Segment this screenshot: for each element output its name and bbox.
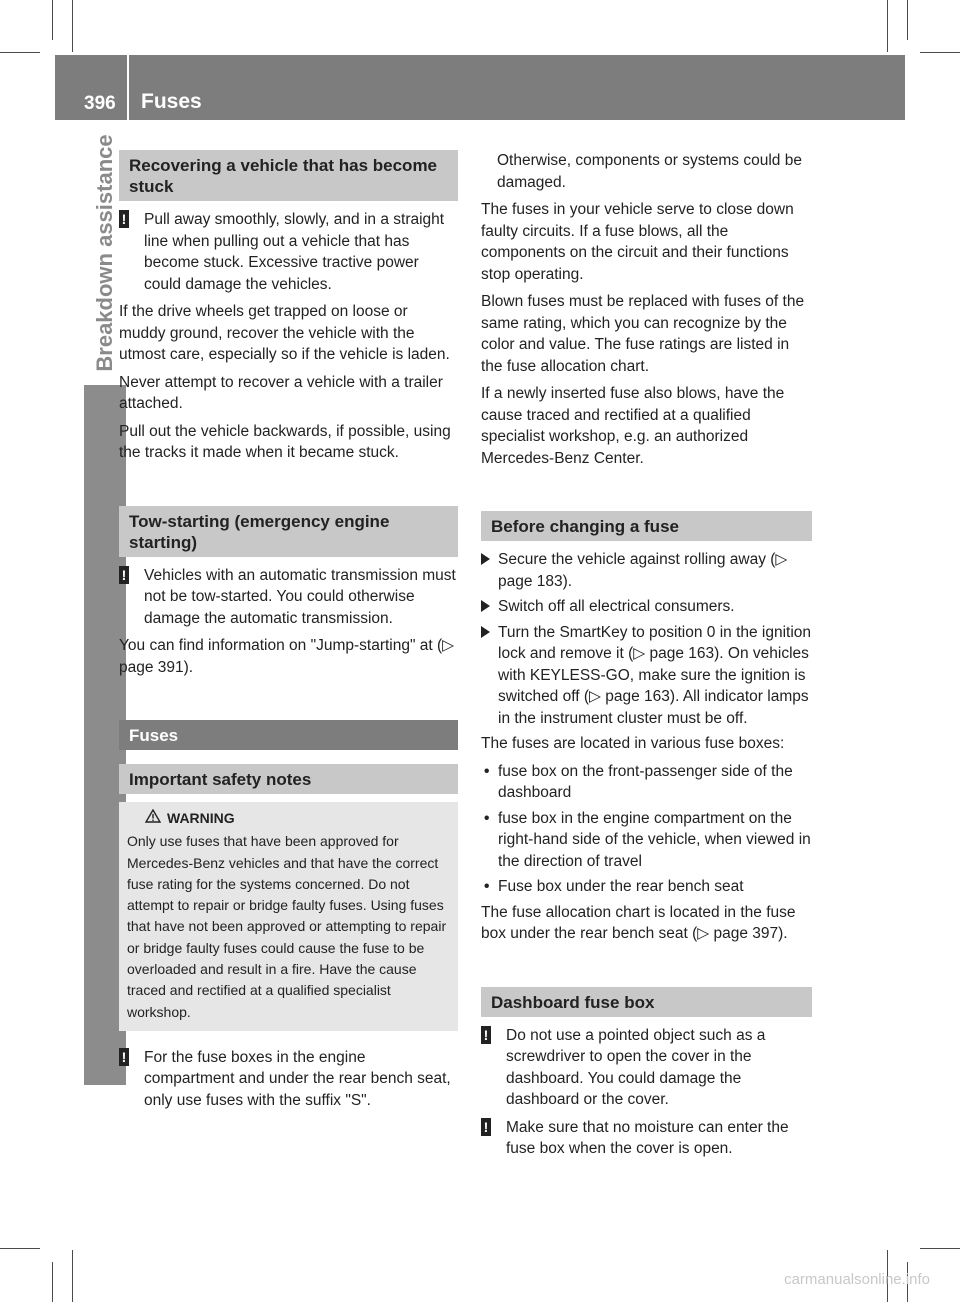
paragraph: If the drive wheels get trapped on loose or muddy ground, recover the vehicle with the utmost care, especially so if the vehicle is laden. <box>119 303 450 363</box>
crop-mark <box>0 52 40 53</box>
paragraph: Blown fuses must be replaced with fuses of the same rating, which you can recognize by the color and value. The fuse ratings are listed in the fuse allocation chart. <box>481 293 805 375</box>
left-column <box>119 150 458 1117</box>
step-arrow-icon <box>481 626 490 638</box>
paragraph: If a newly inserted fuse also blows, have the cause traced and rectified at a qualified specialist workshop, e.g. an authorized Mercedes-Benz Center. <box>481 385 785 467</box>
crop-mark <box>72 1250 73 1302</box>
step-item: Secure the vehicle against rolling away (▷ page 183). <box>481 549 812 592</box>
list-item: • Fuse box under the rear bench seat <box>481 876 812 898</box>
caution-note: ! Pull away smoothly, slowly, and in a straight line when pulling out a vehicle that has become stuck. Excessive tractive power could damage the vehicles. <box>119 209 458 295</box>
caution-note: ! For the fuse boxes in the engine compartment and under the rear bench seat, only use fuses with the suffix "S". <box>119 1047 458 1112</box>
exclamation-icon: ! <box>481 1118 491 1136</box>
warning-triangle-icon <box>145 808 161 829</box>
crop-mark <box>920 1248 960 1249</box>
header-divider <box>127 55 129 120</box>
list-item: • fuse box on the front-passenger side of the dashboard <box>484 762 793 801</box>
step-arrow-icon <box>481 553 490 565</box>
chapter-heading: Fuses <box>119 720 458 750</box>
warning-title: WARNING <box>127 808 450 829</box>
crop-mark <box>72 0 73 52</box>
paragraph: Pull out the vehicle backwards, if possible, using the tracks it made when it became stuck. <box>119 422 451 461</box>
crop-mark <box>887 0 888 52</box>
right-column <box>481 150 812 1166</box>
step-item: Switch off all electrical consumers. <box>481 596 812 618</box>
paragraph: Otherwise, components or systems could be damaged. <box>497 152 802 191</box>
paragraph: The fuse allocation chart is located in the fuse box under the rear bench seat (▷ page 397). <box>481 903 796 942</box>
section-heading: Tow-starting (emergency engine starting) <box>119 506 458 557</box>
crop-mark <box>52 0 53 40</box>
caution-note: ! Make sure that no moisture can enter the fuse box when the cover is open. <box>481 1117 812 1160</box>
crop-mark <box>52 1262 53 1302</box>
section-heading: Important safety notes <box>119 764 458 794</box>
list-item: • fuse box in the engine compartment on the right-hand side of the vehicle, when viewed in the direction of travel <box>484 809 811 870</box>
bullet-icon: • <box>484 809 490 827</box>
paragraph: The fuses in your vehicle serve to close down faulty circuits. If a fuse blows, all the components on the circuit and their functions stop operating. <box>481 201 794 283</box>
crop-mark <box>907 0 908 40</box>
warning-text: Only use fuses that have been approved for Mercedes-Benz vehicles and that have the correct fuse rating for the systems concerned. Do not attempt to repair or bridge faulty fuses. Using fuses that have not been approved or attempting to repair or bridge faulty fuses could cause the fuse to be overloaded and result in a fire. Have the cause traced and rectified at a qualified specialist workshop. <box>127 833 447 1020</box>
page-number: 396 <box>84 93 116 114</box>
warning-box <box>119 802 458 1031</box>
section-heading: Recovering a vehicle that has become stuck <box>119 150 458 201</box>
exclamation-icon: ! <box>119 1048 129 1066</box>
bullet-icon: • <box>484 878 490 895</box>
step-item: Turn the SmartKey to position 0 in the ignition lock and remove it (▷ page 163). On vehicles with KEYLESS-GO, make sure the ignition is switched off (▷ page 163). All indicator lamps in the instrument cluster must be off. <box>481 622 812 730</box>
watermark: carmanualsonline.info <box>784 1271 930 1288</box>
exclamation-icon: ! <box>119 566 129 584</box>
paragraph: Never attempt to recover a vehicle with a trailer attached. <box>119 373 443 412</box>
exclamation-icon: ! <box>481 1026 491 1044</box>
section-heading: Before changing a fuse <box>481 511 812 541</box>
step-arrow-icon <box>481 600 490 612</box>
caution-note: ! Vehicles with an automatic transmission must not be tow-started. You could otherwise damage the automatic transmission. <box>119 565 458 630</box>
crop-mark <box>0 1248 40 1249</box>
page-title: Fuses <box>141 90 202 113</box>
side-tab-label: Breakdown assistance <box>92 133 117 372</box>
bullet-icon: • <box>484 762 490 780</box>
exclamation-icon: ! <box>119 210 129 228</box>
paragraph: The fuses are located in various fuse boxes: <box>481 735 785 752</box>
paragraph: You can find information on "Jump-starting" at (▷ page 391). <box>119 637 455 676</box>
section-heading: Dashboard fuse box <box>481 987 812 1017</box>
caution-note: ! Do not use a pointed object such as a screwdriver to open the cover in the dashboard. You could damage the dashboard or the cover. <box>481 1025 812 1111</box>
crop-mark <box>920 52 960 53</box>
